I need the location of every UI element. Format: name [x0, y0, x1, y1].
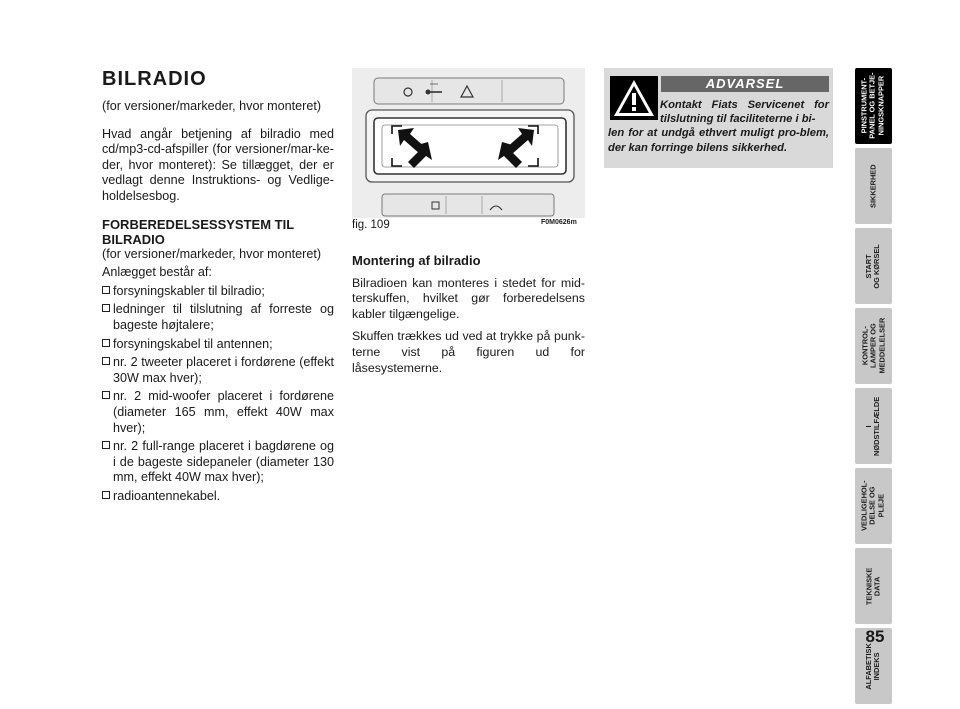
list-item: radioantennekabel.	[102, 489, 334, 505]
figure-caption: fig. 109	[352, 219, 390, 231]
mounting-paragraph-1: Bilradioen kan monteres i stedet for mid-terskuffen, hvilket gør forberedelsens kabler tilgængelige.	[352, 275, 585, 321]
tab-warning-lights[interactable]: KONTROL- LAMPER OG MEDDELELSER	[855, 308, 892, 384]
checkbox-bullet-icon	[102, 391, 113, 438]
checkbox-bullet-icon	[102, 441, 113, 488]
left-column	[102, 68, 334, 507]
list-item: ledninger til tilslutning af forreste og bageste højtalere;	[102, 302, 334, 333]
checkbox-bullet-icon	[102, 304, 113, 335]
page-number: 85	[865, 627, 885, 646]
dashboard-drawer-illustration	[352, 68, 585, 218]
subsection-title: FORBEREDELSESSYSTEM TIL BILRADIO	[102, 216, 294, 247]
intro-paragraph: Hvad angår betjening af bilradio med cd/mp3-cd-afspiller (for versioner/mar-ke-der, hvor monteret): Se tillægget, der er vedlagt denne Instruktions- og Vedlige-holdelsesbog.	[102, 126, 334, 203]
mounting-heading: Montering af bilradio	[352, 253, 481, 268]
list-item: forsyningskabel til antennen;	[102, 337, 334, 353]
subsection-availability-note: (for versioner/markeder, hvor monteret)	[102, 246, 322, 261]
system-consists-of: Anlægget består af:	[102, 265, 212, 280]
tab-safety[interactable]: SIKKERHED	[855, 148, 892, 224]
checkbox-bullet-icon	[102, 286, 113, 302]
warning-text: Kontakt Fiats Servicenet for tilslutning til faciliteterne i bi- len for at undgå ethvert muligt pro-blem, der kan forringe bilens sikkerhed.	[608, 99, 829, 154]
list-item: forsyningskabler til bilradio;	[102, 284, 334, 300]
figure-dashboard-drawer	[352, 68, 585, 218]
list-item: nr. 2 tweeter placeret i fordørene (effekt 30W max hver);	[102, 355, 334, 386]
checkbox-bullet-icon	[102, 491, 113, 507]
tab-emergency[interactable]: I NØDSTILFÆLDE	[855, 388, 892, 464]
middle-column	[352, 253, 585, 388]
warning-box	[604, 68, 833, 168]
list-item: nr. 2 full-range placeret i bagdørene og i de bageste sidepaneler (diameter 130 mm, effekt 40W max hver);	[102, 439, 334, 486]
list-item: nr. 2 mid-woofer placeret i fordørene (diameter 165 mm, effekt 40W max hver);	[102, 389, 334, 436]
availability-note: (for versioner/markeder, hvor monteret)	[102, 99, 322, 113]
figure-code: F0M0626m	[541, 219, 577, 226]
mounting-paragraph-2: Skuffen trækkes ud ved at trykke på punk-terne vist på figuren ud for låsesystemerne.	[352, 329, 585, 375]
tab-instrument-panel[interactable]: PINSTRUMENT- PANEL OG BETJE- NINGSKNAPPER	[855, 68, 892, 144]
tab-index[interactable]: ALFABETISK INDEKS	[855, 628, 892, 704]
warning-label: ADVARSEL	[661, 76, 829, 92]
tab-technical-data[interactable]: TEKNISKE DATA	[855, 548, 892, 624]
component-list	[102, 284, 334, 505]
tab-maintenance[interactable]: VEDLIGEHOL- DELSE OG PLEJE	[855, 468, 892, 544]
tab-starting-driving[interactable]: START OG KØRSEL	[855, 228, 892, 304]
section-title: BILRADIO	[102, 68, 207, 90]
checkbox-bullet-icon	[102, 339, 113, 355]
checkbox-bullet-icon	[102, 357, 113, 388]
